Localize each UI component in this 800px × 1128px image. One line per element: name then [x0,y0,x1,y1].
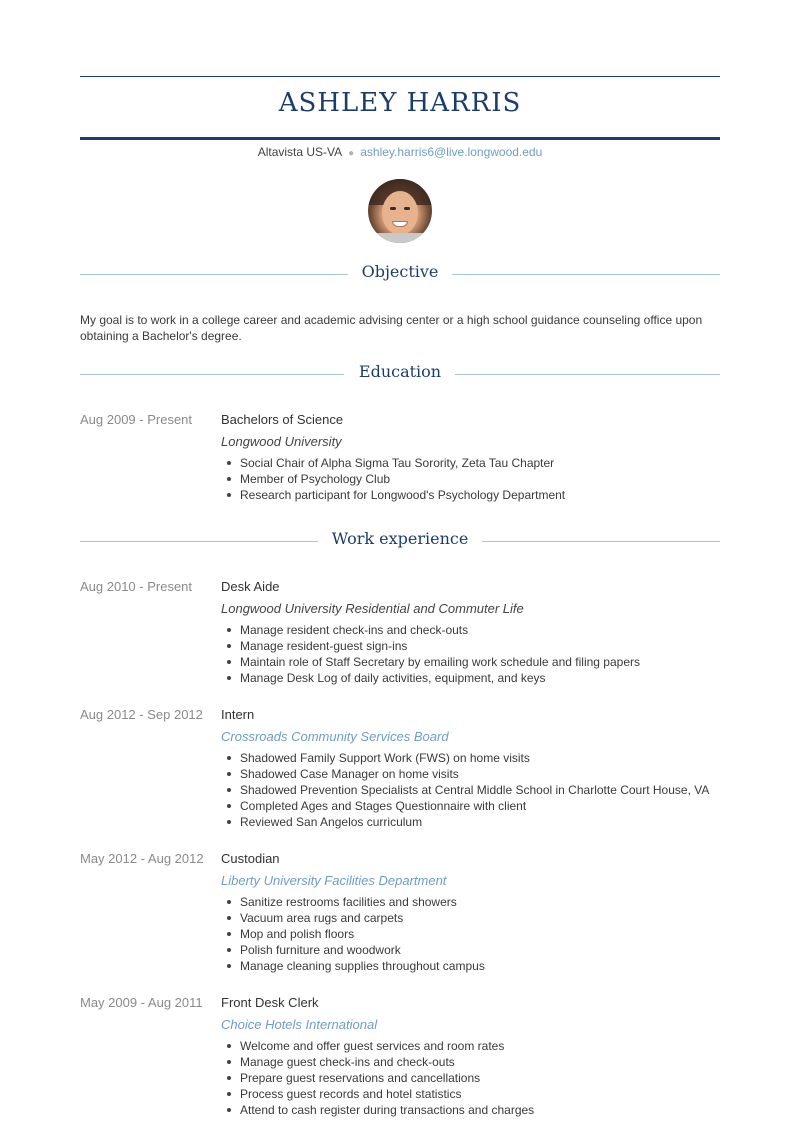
entry-date: Aug 2012 - Sep 2012 [80,707,203,722]
header-top-rule [80,76,720,77]
entry-date: May 2012 - Aug 2012 [80,851,204,866]
list-item: Polish furniture and woodwork [221,942,485,958]
entry-bullets [221,455,565,503]
separator-dot-icon: ● [348,148,355,159]
section-title: Education [345,362,455,381]
entry-company-link[interactable]: Choice Hotels International [221,1017,378,1032]
list-item: Vacuum area rugs and carpets [221,910,485,926]
entry-degree: Bachelors of Science [221,412,344,427]
list-item: Member of Psychology Club [221,471,565,487]
list-item: Manage cleaning supplies throughout campus [221,958,485,974]
entry-role: Intern [221,707,255,722]
entry-role: Desk Aide [221,579,280,594]
entry-role: Front Desk Clerk [221,995,319,1010]
list-item: Mop and polish floors [221,926,485,942]
list-item: Reviewed San Angelos curriculum [221,814,709,830]
list-item: Shadowed Case Manager on home visits [221,766,709,782]
list-item: Manage resident check-ins and check-outs [221,622,640,638]
list-item: Prepare guest reservations and cancellations [221,1070,534,1086]
contact-line [80,145,720,159]
entry-company: Longwood University Residential and Commuter Life [221,601,524,616]
list-item: Manage resident-guest sign-ins [221,638,640,654]
header-bottom-rule [80,137,720,140]
objective-text: My goal is to work in a college career and academic advising center or a high school guidance counseling office upon obtaining a Bachelor's degree. [80,313,703,343]
entry-date: Aug 2010 - Present [80,579,193,594]
profile-photo [368,179,432,243]
list-item: Process guest records and hotel statistics [221,1086,534,1102]
section-title: Work experience [318,529,483,548]
entry-company-link[interactable]: Crossroads Community Services Board [221,729,449,744]
section-heading-objective [80,262,720,286]
entry-company-link[interactable]: Liberty University Facilities Department [221,873,447,888]
list-item: Manage Desk Log of daily activities, equipment, and keys [221,670,640,686]
entry-role: Custodian [221,851,280,866]
section-heading-work [80,529,720,553]
entry-date: Aug 2009 - Present [80,412,193,427]
email-link[interactable]: ashley.harris6@live.longwood.edu [360,145,543,159]
list-item: Social Chair of Alpha Sigma Tau Sorority, Zeta Tau Chapter [221,455,565,471]
list-item: Shadowed Family Support Work (FWS) on home visits [221,750,709,766]
section-title: Objective [348,262,453,281]
entry-bullets [221,894,485,974]
list-item: Manage guest check-ins and check-outs [221,1054,534,1070]
list-item: Attend to cash register during transactions and charges [221,1102,534,1118]
list-item: Welcome and offer guest services and room rates [221,1038,534,1054]
location: Altavista US-VA [257,145,343,159]
list-item: Shadowed Prevention Specialists at Central Middle School in Charlotte Court House, VA [221,782,709,798]
entry-bullets [221,622,640,686]
list-item: Completed Ages and Stages Questionnaire with client [221,798,709,814]
list-item: Maintain role of Staff Secretary by emailing work schedule and filing papers [221,654,640,670]
entry-institution: Longwood University [221,434,342,449]
entry-bullets [221,1038,534,1118]
candidate-name: ASHLEY HARRIS [278,88,522,118]
list-item: Research participant for Longwood's Psychology Department [221,487,565,503]
entry-bullets [221,750,709,830]
entry-date: May 2009 - Aug 2011 [80,995,203,1010]
list-item: Sanitize restrooms facilities and showers [221,894,485,910]
section-heading-education [80,362,720,386]
